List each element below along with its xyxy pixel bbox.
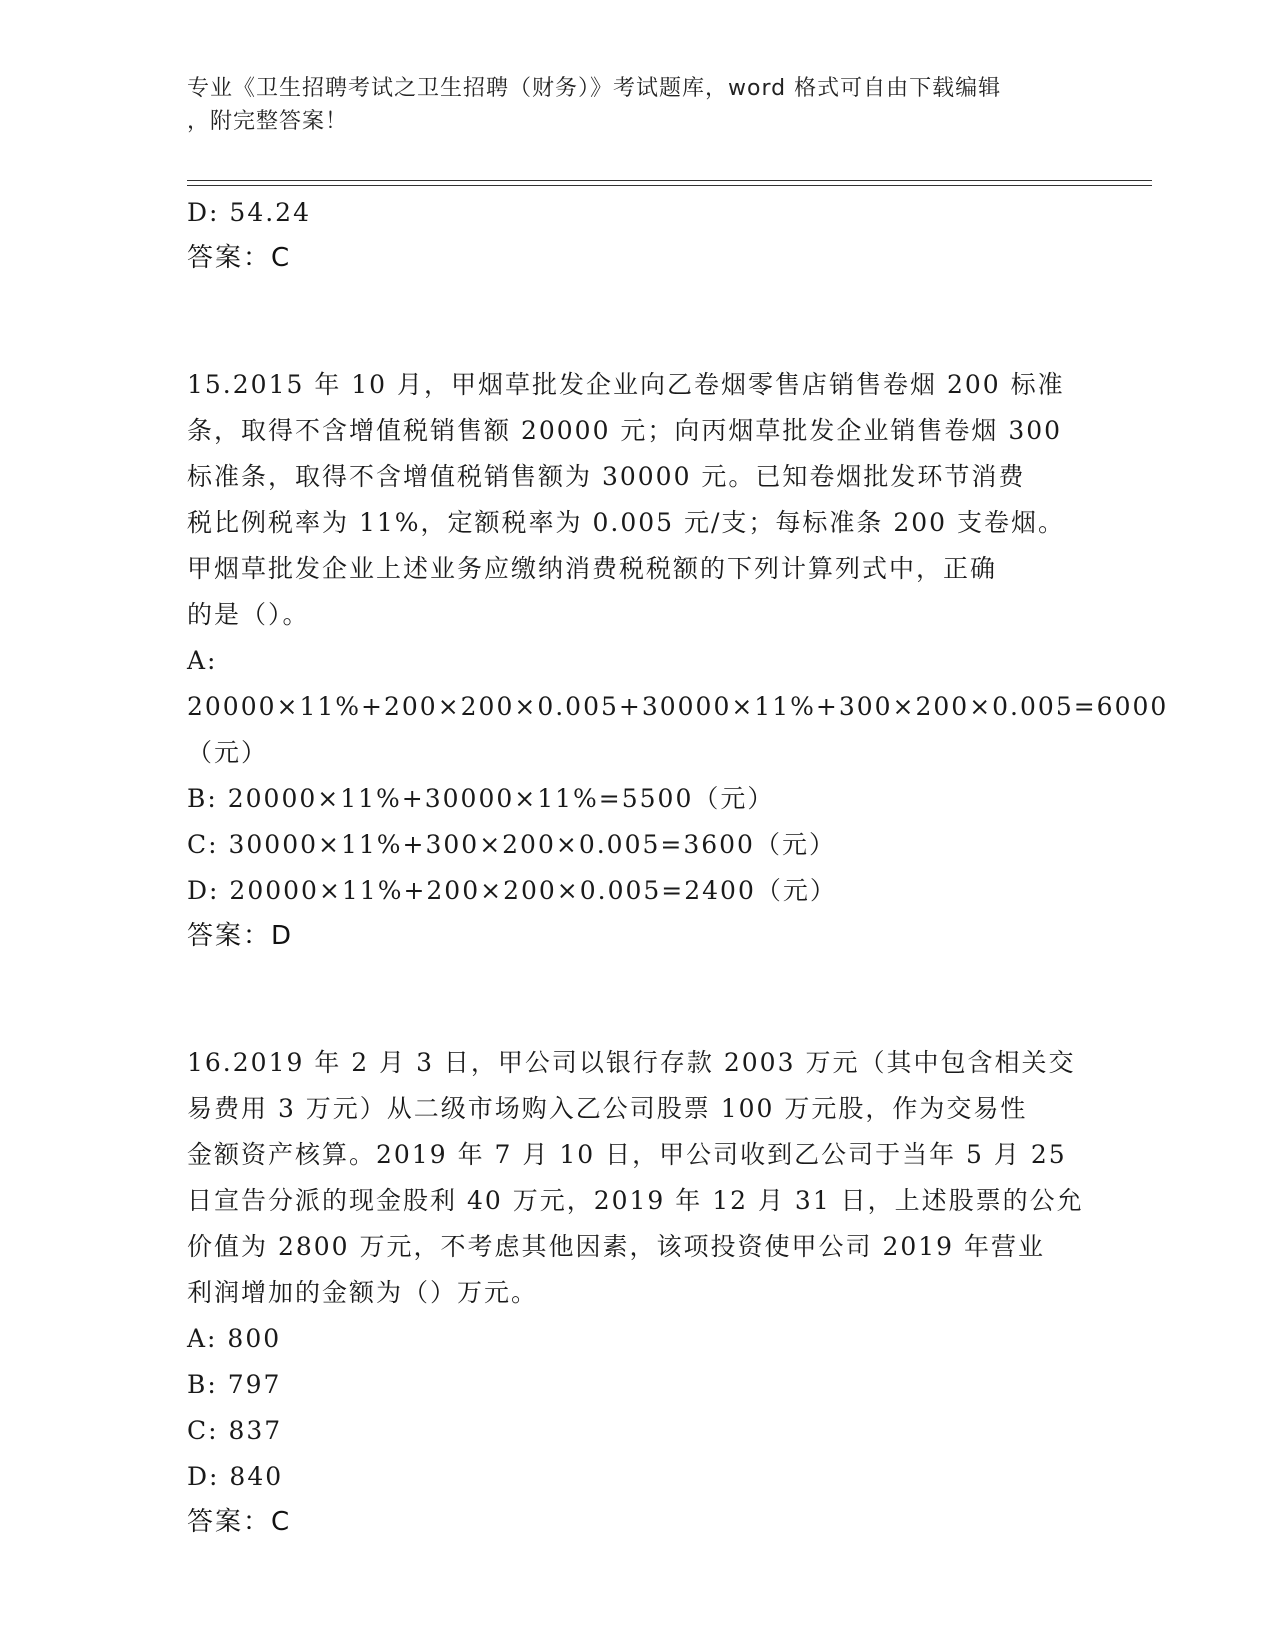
question-stem-line: 易费用 3 万元）从二级市场购入乙公司股票 100 万元股，作为交易性 (187, 1094, 1028, 1123)
header-divider-bottom (187, 185, 1152, 186)
question-stem-line: 价值为 2800 万元，不考虑其他因素，该项投资使甲公司 2019 年营业 (187, 1232, 1046, 1261)
answer-line: 答案：C (187, 243, 292, 273)
question-stem-line: 15.2015 年 10 月，甲烟草批发企业向乙卷烟零售店销售卷烟 200 标准 (187, 370, 1065, 399)
answer-line: 答案：D (187, 921, 294, 951)
option-a: A: 20000×11%+200×200×0.005+30000×11%+300×200×0.005=6000 (187, 646, 1169, 721)
question-stem-line: 16.2019 年 2 月 3 日，甲公司以银行存款 2003 万元（其中包含相关交 (187, 1048, 1076, 1077)
question-stem-line: 的是（）。 (187, 600, 310, 629)
option-d: D: 20000×11%+200×200×0.005=2400（元） (187, 876, 837, 905)
prev-question (187, 190, 1087, 280)
question-stem-line: 甲烟草批发企业上述业务应缴纳消费税税额的下列计算列式中，正确 (187, 554, 998, 583)
page-header (187, 72, 1087, 138)
question-16 (187, 1040, 1087, 1544)
option-c: C: 30000×11%+300×200×0.005=3600（元） (187, 830, 836, 859)
option-d: D: 54.24 (187, 198, 311, 227)
question-stem-line: 标准条，取得不含增值税销售额为 30000 元。已知卷烟批发环节消费 (187, 462, 1026, 491)
question-stem-line: 条，取得不含增值税销售额 20000 元；向丙烟草批发企业销售卷烟 300 (187, 416, 1063, 445)
header-line-1: 专业《卫生招聘考试之卫生招聘（财务）》考试题库，word 格式可自由下载编辑 (187, 76, 1002, 101)
question-stem-line: 税比例税率为 11%，定额税率为 0.005 元/支；每标准条 200 支卷烟。 (187, 508, 1066, 537)
question-stem-line: 金额资产核算。2019 年 7 月 10 日，甲公司收到乙公司于当年 5 月 25 (187, 1140, 1067, 1169)
document-body (187, 190, 1169, 1544)
option-d: D: 840 (187, 1462, 284, 1491)
question-spacer (187, 280, 1087, 362)
question-spacer (187, 958, 1087, 1040)
question-stem-line: 利润增加的金额为（）万元。 (187, 1278, 539, 1307)
option-b: B: 20000×11%+30000×11%=5500（元） (187, 784, 775, 813)
question-15 (187, 362, 1169, 958)
option-c: C: 837 (187, 1416, 283, 1445)
header-line-2: ，附完整答案！ (187, 109, 349, 134)
question-stem-line: 日宣告分派的现金股利 40 万元，2019 年 12 月 31 日，上述股票的公允 (187, 1186, 1084, 1215)
answer-line: 答案：C (187, 1507, 292, 1537)
option-b: B: 797 (187, 1370, 282, 1399)
header-divider-top (187, 180, 1152, 181)
option-a: A: 800 (187, 1324, 282, 1353)
option-a-continued: （元） (187, 738, 269, 767)
